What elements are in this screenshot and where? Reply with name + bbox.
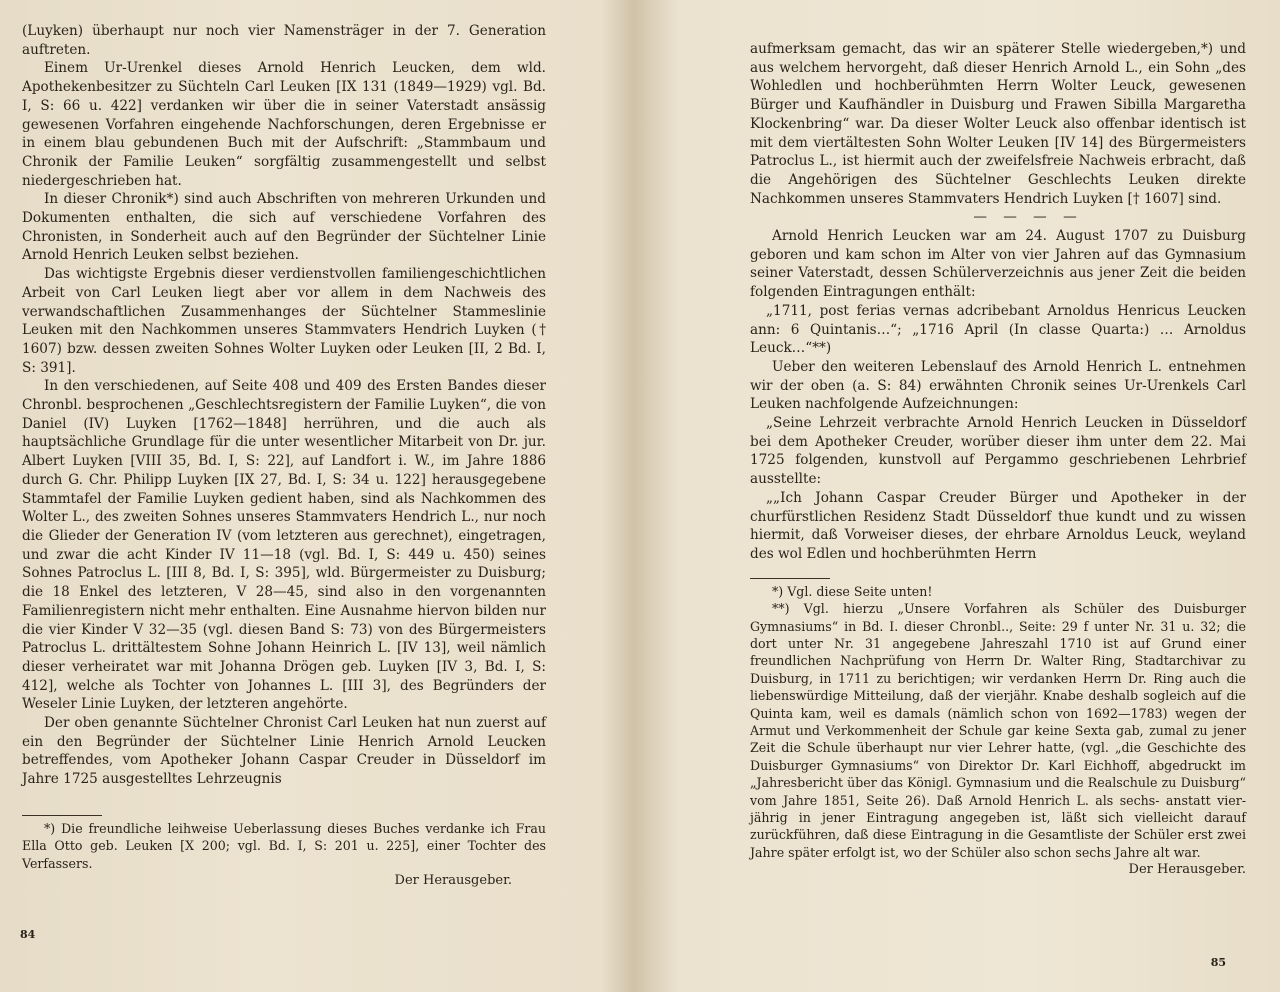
left-paragraph-4: Das wichtigste Ergebnis dieser verdienstvollen familiengeschichtlichen Arbeit von Carl Leuken liegt aber vor allem in dem Nachweis des verwandschaftlichen Zusammenhanges der Süchtelner Stammeslinie Leuken mit den Nachkommen unseres Stammvaters Hendrich Luyken († 1607) bzw. dessen zweiten Sohnes Wolter Luyken oder Leuken [II, 2 Bd. I, S: 391].	[22, 266, 546, 376]
left-footnote-rule	[22, 815, 102, 816]
left-paragraph-1: (Luyken) überhaupt nur noch vier Namensträger in der 7. Generation auftreten.	[22, 23, 546, 58]
right-quote-3: „„Ich Johann Caspar Creuder Bürger und Apotheker in der churfürstlichen Residenz Stadt Düsseldorf thue kundt und zu wissen hiermit, daß Vorweiser dieses, der ehrbare Arnoldus Leuck, weyland des wol Edlen und hochberühmten Herrn	[750, 489, 1246, 562]
left-paragraph-5: In den verschiedenen, auf Seite 408 und 409 des Ersten Bandes dieser Chronbl. besprochenen „Geschlechtsregistern der Familie Luyken“, die von Daniel (IV) Luyken [1762—1848] herrühren, und die auch als hauptsächliche Grundlage für die unter wesentlicher Mitarbeit von Dr. jur. Albert Luyken [VIII 35, Bd. I, S: 22], auf Landfort i. W., im Jahre 1886 durch G. Chr. Philipp Luyken [IX 27, Bd. I, S: 34 u. 122] herausgegebene Stammtafel der Familie Luyken gedient haben, sind als Nachkommen des Wolter L., des zweiten Sohnes unseres Stammvaters Hendrich L., nur noch die Glieder der Generation IV (vom letzteren aus gerechnet), eingetragen, und zwar die acht Kinder IV 11—18 (vgl. Bd. I, S: 449 u. 450) seines Sohnes Patroclus L. [III 8, Bd. I, S: 395], wld. Bürgermeister zu Duisburg; die 18 Enkel des letzteren, V 28—45, sind also in den vorgenannten Familienregistern nicht mehr enthalten. Eine Ausnahme hiervon bilden nur die vier Kinder V 32—35 (vgl. diesen Band S: 73) von des Bürgermeisters Patroclus L. drittältestem Sohne Johann Heinrich L. [IV 13], weil nämlich dieser verheiratet war mit Johanna Drögen geb. Luyken [IV 3, Bd. I, S: 412], welche als Tochter von Johannes L. [III 3], des Begründers der Weseler Linie Luyken, der letzteren angehörte.	[22, 378, 546, 713]
right-footnote-rule	[750, 578, 830, 579]
right-quote-2: „Seine Lehrzeit verbrachte Arnold Henrich Leucken in Düsseldorf bei dem Apotheker Creuder, worüber dieser ihm unter dem 22. Mai 1725 folgenden, kunstvoll auf Pergammo geschriebenen Lehrbrief ausstellte:	[750, 415, 1246, 488]
right-paragraph-2: Arnold Henrich Leucken war am 24. August 1707 zu Duisburg geboren und kam schon im Alter von vier Jahren auf das Gymnasium seiner Vaterstadt, dessen Schülerverzeichnis aus jener Zeit die beiden folgenden Eintragungen enthält:	[750, 228, 1246, 301]
right-signature: Der Herausgeber.	[1128, 862, 1246, 878]
right-footnote-1: *) Vgl. diese Seite unten!	[772, 583, 933, 599]
page-number-left: 84	[20, 928, 36, 941]
left-paragraph-3: In dieser Chronik*) sind auch Abschriften von mehreren Urkunden und Dokumenten enthalten, die sich auf verschiedene Vorfahren des Chronisten, in Sonderheit auch auf den Begründer der Süchtelner Linie Arnold Henrich Leuken selbst beziehen.	[22, 191, 546, 264]
left-paragraph-6: Der oben genannte Süchtelner Chronist Carl Leuken hat nun zuerst auf ein den Begründer der Süchtelner Linie Henrich Arnold Leucken betreffendes, vom Apotheker Johann Caspar Creuder in Düsseldorf im Jahre 1725 ausgestelltes Lehrzeugnis	[22, 715, 546, 788]
left-paragraph-2: Einem Ur-Urenkel dieses Arnold Henrich Leucken, dem wld. Apothekenbesitzer zu Süchteln Carl Leuken [IX 131 (1849—1929) vgl. Bd. I, S: 66 u. 422] verdanken wir über die in seiner Vaterstadt ansässig gewesenen Vorfahren eingehende Nachforschungen, deren Ergebnisse er in einem blau gebundenen Buch mit der Aufschrift: „Stammbaum und Chronik der Familie Leuken“ sorgfältig zusammengestellt und selbst niedergeschrieben hat.	[22, 60, 546, 189]
left-footnote: *) Die freundliche leihweise Ueberlassung dieses Buches verdanke ich Frau Ella Otto geb. Leuken [X 200; vgl. Bd. I, S: 201 u. 225], einer Tochter des Verfassers.	[22, 820, 546, 871]
right-page	[640, 0, 1280, 992]
right-paragraph-1: aufmerksam gemacht, das wir an späterer Stelle wiedergeben,*) und aus welchem hervorgeht, daß dieser Henrich Arnold L., ein Sohn „des Wohledlen und hochberühmten Herrn Wolter Leuck, gewesenen Bürger und Kaufhändler in Duisburg und Frawen Sibilla Margaretha Klockenbring“ war. Da dieser Wolter Leuck also offenbar identisch ist mit dem viertältesten Sohn Wolter Leuken [IV 14] des Bürgermeisters Patroclus L., ist hiermit auch der zweifelsfreie Nachweis erbracht, daß die Angehörigen des Süchtelner Geschlechts Leuken direkte Nachkommen unseres Stammvaters Hendrich Luyken [† 1607] sind.	[750, 41, 1246, 207]
page-number-right: 85	[1210, 956, 1226, 969]
right-footnote-2: **) Vgl. hierzu „Unsere Vorfahren als Schüler des Duisburger Gymnasiums“ in Bd. I. dieser Chronbl.., Seite: 29 f unter Nr. 31 u. 32; die dort unter Nr. 31 angegebene Jahreszahl 1710 ist auf Grund einer freundlichen Nachprüfung von Herrn Dr. Walter Ring, Stadtarchivar zu Duisburg, in 1711 zu berichtigen; wir verdanken Herrn Dr. Ring auch die liebenswürdige Mitteilung, daß der vierjähr. Knabe deshalb sogleich auf die Quinta kam, weil es damals (nämlich schon von 1692—1783) wegen der Armut und Verkommenheit der Schule gar keine Sexta gab, zumal zu jener Zeit die Schule überhaupt nur vier Lehrer hatte, (vgl. „die Geschichte des Duisburger Gymnasiums“ von Direktor Dr. Karl Eichhoff, abgedruckt im „Jahresbericht über das Königl. Gymnasium und die Realschule zu Duisburg“ vom Jahre 1851, Seite 26). Daß Arnold Henrich L. als sechs- anstatt vier-jährig in jener Eintragung angegeben ist, läßt sich vielleicht darauf zurückführen, daß diese Eintragung in die Gesamtliste der Schüler erst zwei Jahre später erfolgt ist, wo der Schüler also schon sechs Jahre alt war.	[750, 601, 1246, 860]
right-paragraph-3: Ueber den weiteren Lebenslauf des Arnold Henrich L. entnehmen wir der oben (a. S: 84) erwähnten Chronik seines Ur-Urenkels Carl Leuken nachfolgende Aufzeichnungen:	[750, 358, 1246, 413]
left-signature: Der Herausgeber.	[394, 873, 512, 889]
section-divider: — — — —	[973, 209, 1083, 226]
right-quote-1: „1711, post ferias vernas adcribebant Arnoldus Henricus Leucken ann: 6 Quintanis…“; „1716 April (In classe Quarta:) … Arnoldus Leuck…“**)	[750, 302, 1246, 357]
